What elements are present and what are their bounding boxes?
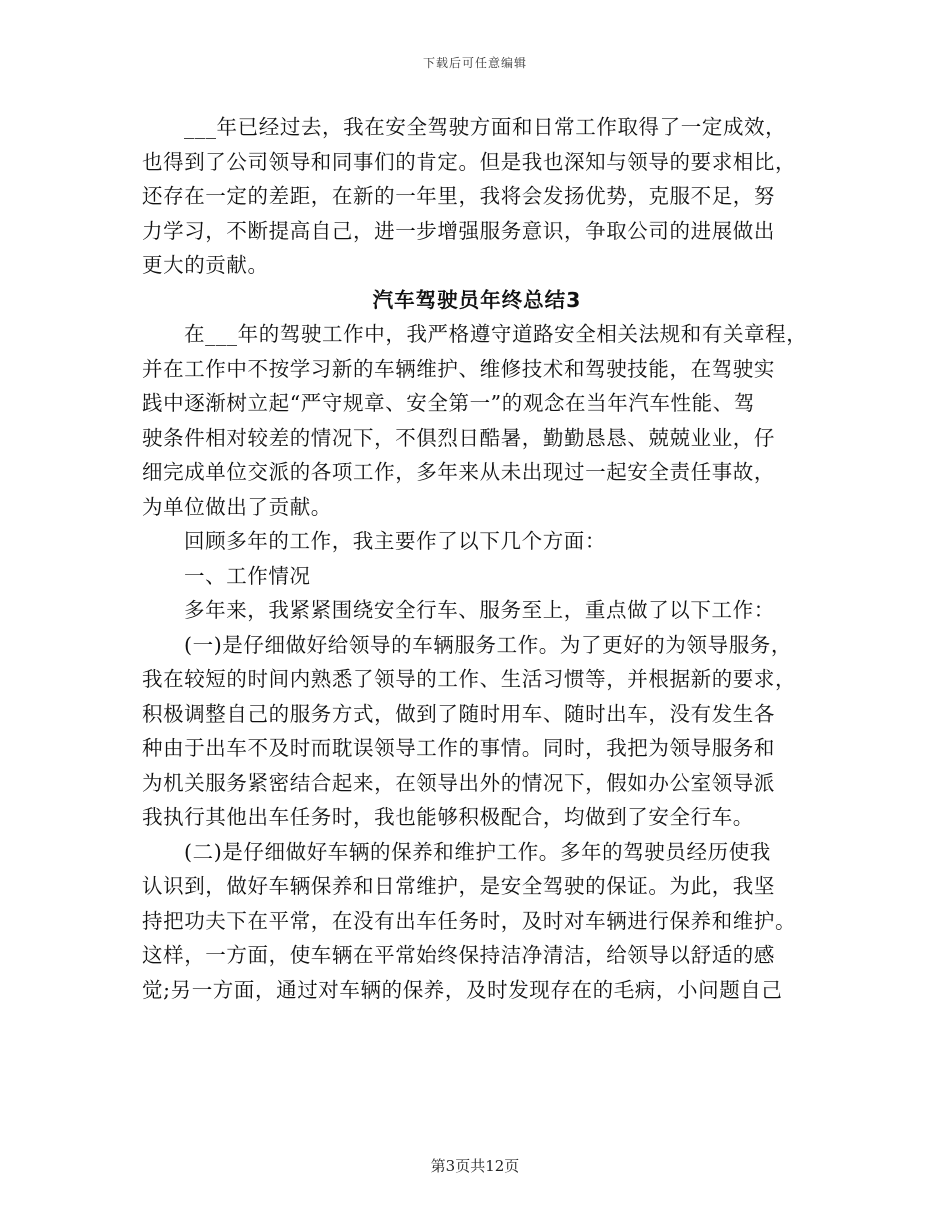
paragraph-line: 我在较短的时间内熟悉了领导的工作、生活习惯等，并根据新的要求， xyxy=(142,667,797,691)
paragraph-line: 也得到了公司领导和同事们的肯定。但是我也深知与领导的要求相比， xyxy=(142,149,797,174)
section-title: 汽车驾驶员年终总结3 xyxy=(372,287,582,312)
paragraph-line: 积极调整自己的服务方式，做到了随时用车、随时出车，没有发生各 xyxy=(142,701,775,726)
paragraph-line: 力学习，不断提高自己，进一步增强服务意识，争取公司的进展做出 xyxy=(142,218,775,243)
paragraph-line: 种由于出车不及时而耽误领导工作的事情。同时，我把为领导服务和 xyxy=(142,736,775,760)
paragraph-line: 细完成单位交派的各项工作，多年来从未出现过一起安全责任事故， xyxy=(142,460,775,484)
paragraph-line: 还存在一定的差距，在新的一年里，我将会发扬优势，克服不足，努 xyxy=(142,184,775,208)
paragraph-line: 驶条件相对较差的情况下，不俱烈日酷暑，勤勤恳恳、兢兢业业，仔 xyxy=(142,425,775,450)
page-header: 下载后可任意编辑 xyxy=(422,56,527,70)
paragraph-line: 回顾多年的工作，我主要作了以下几个方面： xyxy=(184,529,606,553)
paragraph-line: ___年已经过去，我在安全驾驶方面和日常工作取得了一定成效， xyxy=(184,115,787,139)
page-footer: 第3页共12页 xyxy=(430,1157,520,1175)
subheading: 一、工作情况 xyxy=(184,563,311,588)
paragraph-line: 践中逐渐树立起“严守规章、安全第一”的观念在当年汽车性能、驾 xyxy=(142,391,755,415)
paragraph-line: 认识到，做好车辆保养和日常维护，是安全驾驶的保证。为此，我坚 xyxy=(142,874,775,898)
paragraph-line: 为机关服务紧密结合起来，在领导出外的情况下，假如办公室领导派 xyxy=(142,770,775,795)
paragraph-line: 多年来，我紧紧围绕安全行车、服务至上，重点做了以下工作： xyxy=(184,598,775,622)
paragraph-line: (一)是仔细做好给领导的车辆服务工作。为了更好的为领导服务， xyxy=(184,632,792,657)
paragraph-line: 我执行其他出车任务时，我也能够积极配合，均做到了安全行车。 xyxy=(142,805,754,829)
paragraph-line: 这样，一方面，使车辆在平常始终保持洁净清洁，给领导以舒适的感 xyxy=(142,943,775,967)
paragraph-line: 持把功夫下在平常，在没有出车任务时，及时对车辆进行保养和维护。 xyxy=(142,908,797,933)
paragraph-line: (二)是仔细做好车辆的保养和维护工作。多年的驾驶员经历使我 xyxy=(184,839,771,864)
paragraph-line: 更大的贡献。 xyxy=(142,253,269,277)
paragraph-line: 为单位做出了贡献。 xyxy=(142,494,332,519)
paragraph-line: 觉;另一方面，通过对车辆的保养，及时发现存在的毛病，小问题自己 xyxy=(142,977,783,1002)
document-body xyxy=(142,110,812,1007)
paragraph-line: 并在工作中不按学习新的车辆维护、维修技术和驾驶技能，在驾驶实 xyxy=(142,356,775,381)
paragraph-line: 在___年的驾驶工作中，我严格遵守道路安全相关法规和有关章程， xyxy=(184,322,808,346)
